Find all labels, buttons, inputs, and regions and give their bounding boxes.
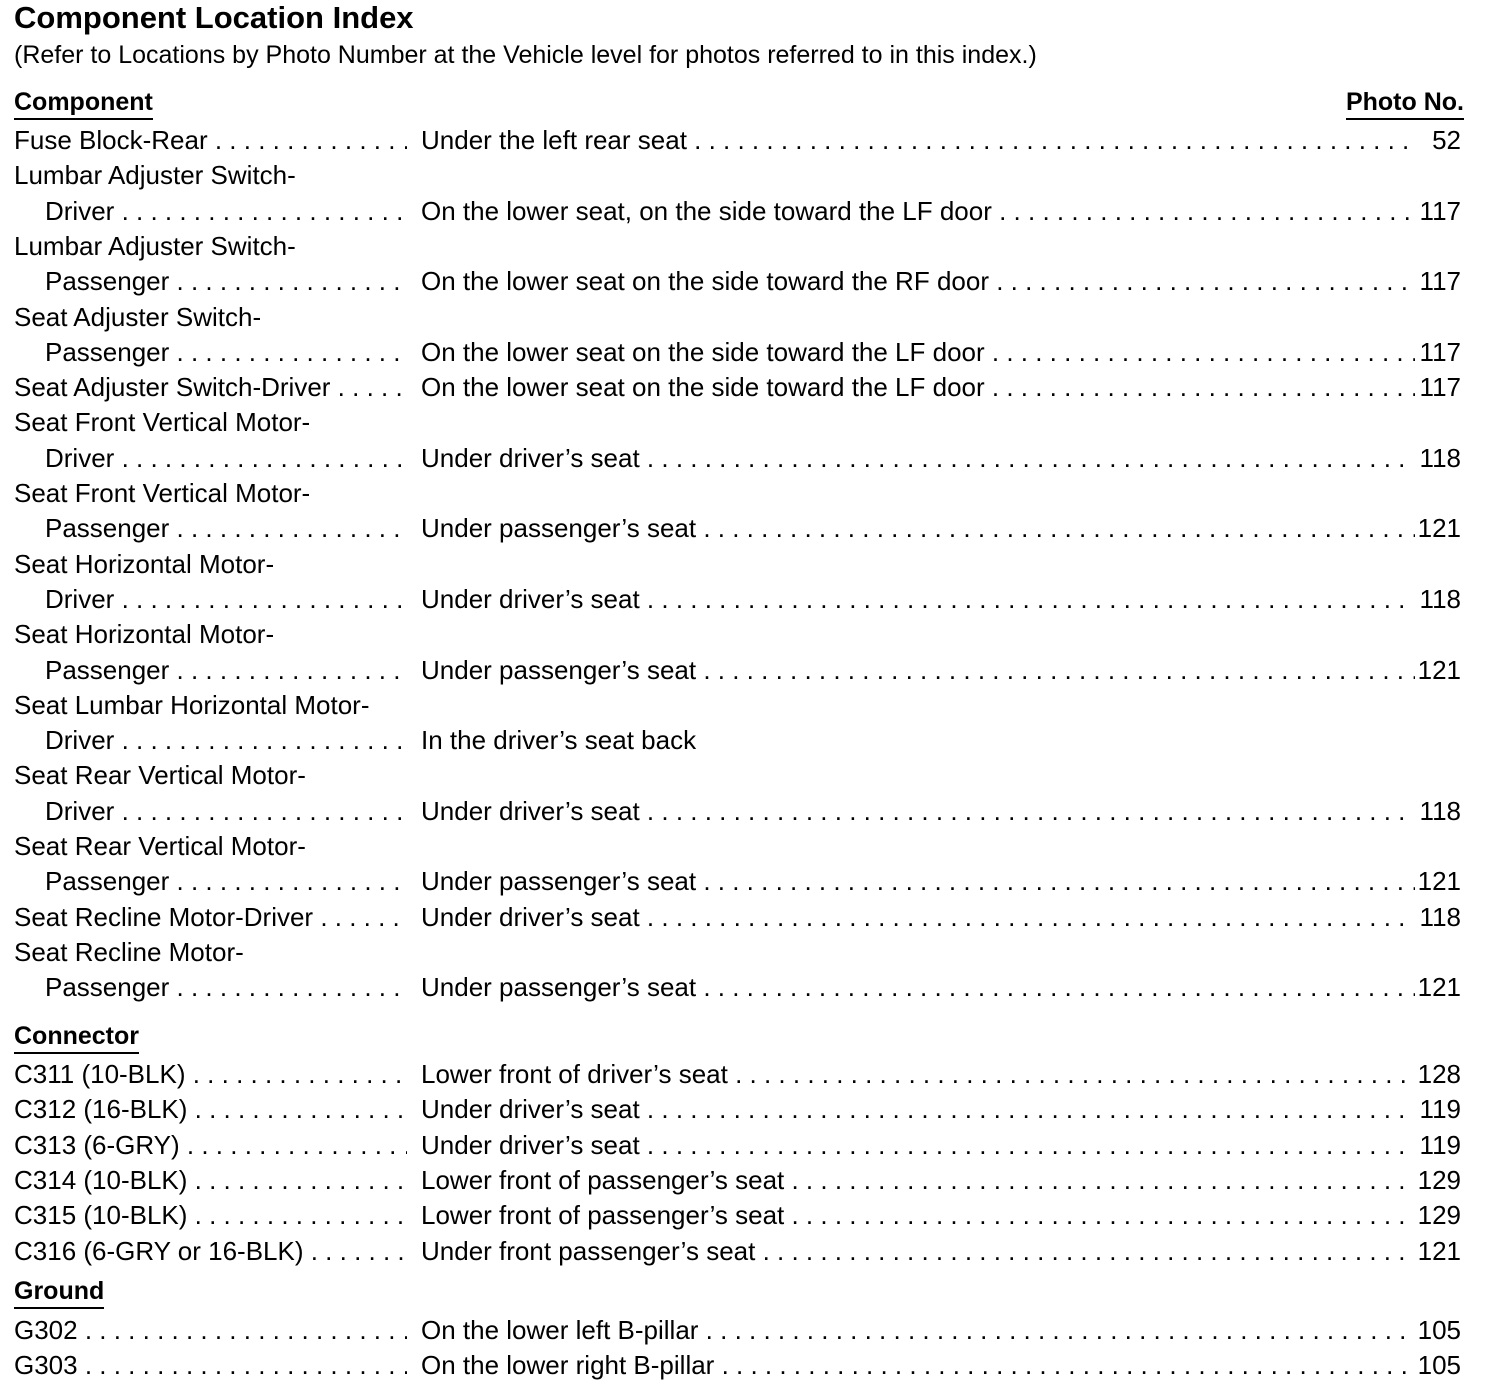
list-item-name-line — [14, 547, 1464, 582]
item-location: Lower front of passenger’s seat . . . — [421, 1198, 1415, 1233]
list-item — [14, 1163, 1464, 1198]
item-location: Under driver’s seat . . . — [421, 582, 1415, 617]
item-photo-number: 117 — [1419, 372, 1461, 403]
item-name-line1: Seat Horizontal Motor- — [14, 548, 275, 579]
item-location: Under driver’s seat . . . — [421, 1092, 1415, 1127]
list-item — [14, 123, 1464, 158]
list-item — [14, 194, 1464, 229]
item-photo-number: 118 — [1419, 442, 1461, 473]
item-name: Driver . . . — [45, 723, 407, 758]
item-photo-number: 121 — [1417, 866, 1461, 897]
item-photo-number: 117 — [1419, 195, 1461, 226]
item-location: Under front passenger’s seat . . . — [421, 1234, 1415, 1269]
list-item — [14, 653, 1464, 688]
list-item-name-line — [14, 935, 1464, 970]
list-item — [14, 582, 1464, 617]
list-item-name-line — [14, 405, 1464, 440]
item-name-line1: Lumbar Adjuster Switch- — [14, 230, 296, 261]
item-name: C312 (16-BLK) . . . — [14, 1092, 407, 1127]
item-photo-number: 117 — [1419, 266, 1461, 297]
item-name: Driver . . . — [45, 441, 407, 476]
list-item — [14, 723, 1464, 758]
item-location: Under passenger’s seat . . . — [421, 511, 1415, 546]
list-item — [14, 370, 1464, 405]
item-photo-number: 129 — [1417, 1200, 1461, 1231]
list-item — [14, 864, 1464, 899]
list-item — [14, 335, 1464, 370]
item-location: On the lower left B-pillar . . . — [421, 1313, 1415, 1348]
item-name: Passenger . . . — [45, 864, 407, 899]
item-name: Fuse Block-Rear . . . — [14, 123, 407, 158]
list-item-name-line — [14, 617, 1464, 652]
item-name: Passenger . . . — [45, 970, 407, 1005]
item-photo-number: 118 — [1419, 583, 1461, 614]
list-item — [14, 1128, 1464, 1163]
item-photo-number: 105 — [1417, 1350, 1461, 1381]
ground-heading: Ground — [14, 1276, 104, 1309]
item-name-line1: Seat Lumbar Horizontal Motor- — [14, 689, 370, 720]
list-item — [14, 900, 1464, 935]
page-subtitle: (Refer to Locations by Photo Number at the Vehicle level for photos referred to in this index.) — [14, 41, 1037, 69]
item-name-line1: Seat Front Vertical Motor- — [14, 478, 311, 508]
item-name-line1: Lumbar Adjuster Switch- — [14, 160, 296, 191]
list-item — [14, 1057, 1464, 1092]
item-name: C314 (10-BLK) . . . — [14, 1163, 407, 1198]
item-name: C311 (10-BLK) . . . — [14, 1057, 407, 1092]
item-location: Under driver’s seat . . . — [421, 441, 1415, 476]
item-photo-number: 121 — [1417, 1235, 1461, 1266]
item-location: On the lower seat on the side toward the LF door . . . — [421, 370, 1415, 405]
list-item — [14, 1092, 1464, 1127]
item-location: Under driver’s seat . . . — [421, 1128, 1415, 1163]
list-item — [14, 441, 1464, 476]
list-item — [14, 1198, 1464, 1233]
item-name: Passenger . . . — [45, 264, 407, 299]
list-item-name-line — [14, 476, 1464, 511]
item-location: On the lower seat on the side toward the LF door . . . — [421, 335, 1415, 370]
item-location: Under driver’s seat . . . — [421, 900, 1415, 935]
item-location: Under driver’s seat . . . — [421, 794, 1415, 829]
list-item-name-line — [14, 758, 1464, 793]
item-name: Driver . . . — [45, 794, 407, 829]
list-item-name-line — [14, 158, 1464, 193]
item-name-line1: Seat Rear Vertical Motor- — [14, 831, 306, 861]
list-item — [14, 1234, 1464, 1269]
item-location: On the lower seat, on the side toward the LF door . . . — [421, 194, 1415, 229]
item-photo-number: 119 — [1419, 1094, 1461, 1125]
list-item — [14, 970, 1464, 1005]
item-location: Under passenger’s seat . . . — [421, 970, 1415, 1005]
component-heading: Component — [14, 87, 153, 120]
list-item-name-line — [14, 688, 1464, 723]
item-name: Driver . . . — [45, 582, 407, 617]
item-photo-number: 119 — [1419, 1129, 1461, 1160]
list-item — [14, 1348, 1464, 1383]
item-name: Passenger . . . — [45, 653, 407, 688]
list-item-name-line — [14, 229, 1464, 264]
item-name-line1: Seat Rear Vertical Motor- — [14, 760, 306, 791]
list-item — [14, 794, 1464, 829]
item-name: Driver . . . — [45, 194, 407, 229]
item-location: In the driver’s seat back — [421, 725, 697, 756]
item-photo-number: 105 — [1417, 1315, 1461, 1345]
item-location: Lower front of passenger’s seat . . . — [421, 1163, 1415, 1198]
item-location: Under passenger’s seat . . . — [421, 864, 1415, 899]
item-name-line1: Seat Recline Motor- — [14, 936, 244, 967]
page-title: Component Location Index — [14, 0, 414, 35]
item-location: Lower front of driver’s seat . . . — [421, 1057, 1415, 1092]
item-photo-number: 121 — [1417, 654, 1461, 685]
item-photo-number: 118 — [1419, 795, 1461, 826]
list-item — [14, 1313, 1464, 1348]
item-photo-number: 121 — [1417, 972, 1461, 1003]
item-name: Passenger . . . — [45, 511, 407, 546]
item-photo-number: 121 — [1417, 513, 1461, 544]
list-item-name-line — [14, 300, 1464, 335]
item-name: G303 . . . — [14, 1348, 407, 1383]
item-photo-number: 52 — [1432, 125, 1461, 155]
item-name: Passenger . . . — [45, 335, 407, 370]
item-location: Under passenger’s seat . . . — [421, 653, 1415, 688]
list-item — [14, 511, 1464, 546]
item-name: G302 . . . — [14, 1313, 407, 1348]
item-name: C315 (10-BLK) . . . — [14, 1198, 407, 1233]
item-name-line1: Seat Front Vertical Motor- — [14, 407, 311, 438]
item-name-line1: Seat Adjuster Switch- — [14, 301, 262, 332]
item-photo-number: 118 — [1419, 901, 1461, 932]
connector-heading: Connector — [14, 1021, 139, 1054]
item-name: Seat Recline Motor-Driver . . . — [14, 900, 407, 935]
item-name: C316 (6-GRY or 16-BLK) . . . — [14, 1234, 407, 1269]
list-item — [14, 264, 1464, 299]
list-item-name-line — [14, 829, 1464, 864]
item-name: Seat Adjuster Switch-Driver . . . — [14, 370, 407, 405]
photo-no-heading: Photo No. — [1346, 87, 1464, 120]
item-location: On the lower seat on the side toward the RF door . . . — [421, 264, 1415, 299]
item-photo-number: 128 — [1417, 1059, 1461, 1089]
item-name-line1: Seat Horizontal Motor- — [14, 619, 275, 650]
item-location: Under the left rear seat . . . — [421, 123, 1415, 158]
item-photo-number: 117 — [1419, 336, 1461, 367]
item-location: On the lower right B-pillar . . . — [421, 1348, 1415, 1383]
item-photo-number: 129 — [1417, 1164, 1461, 1195]
item-name: C313 (6-GRY) . . . — [14, 1128, 407, 1163]
